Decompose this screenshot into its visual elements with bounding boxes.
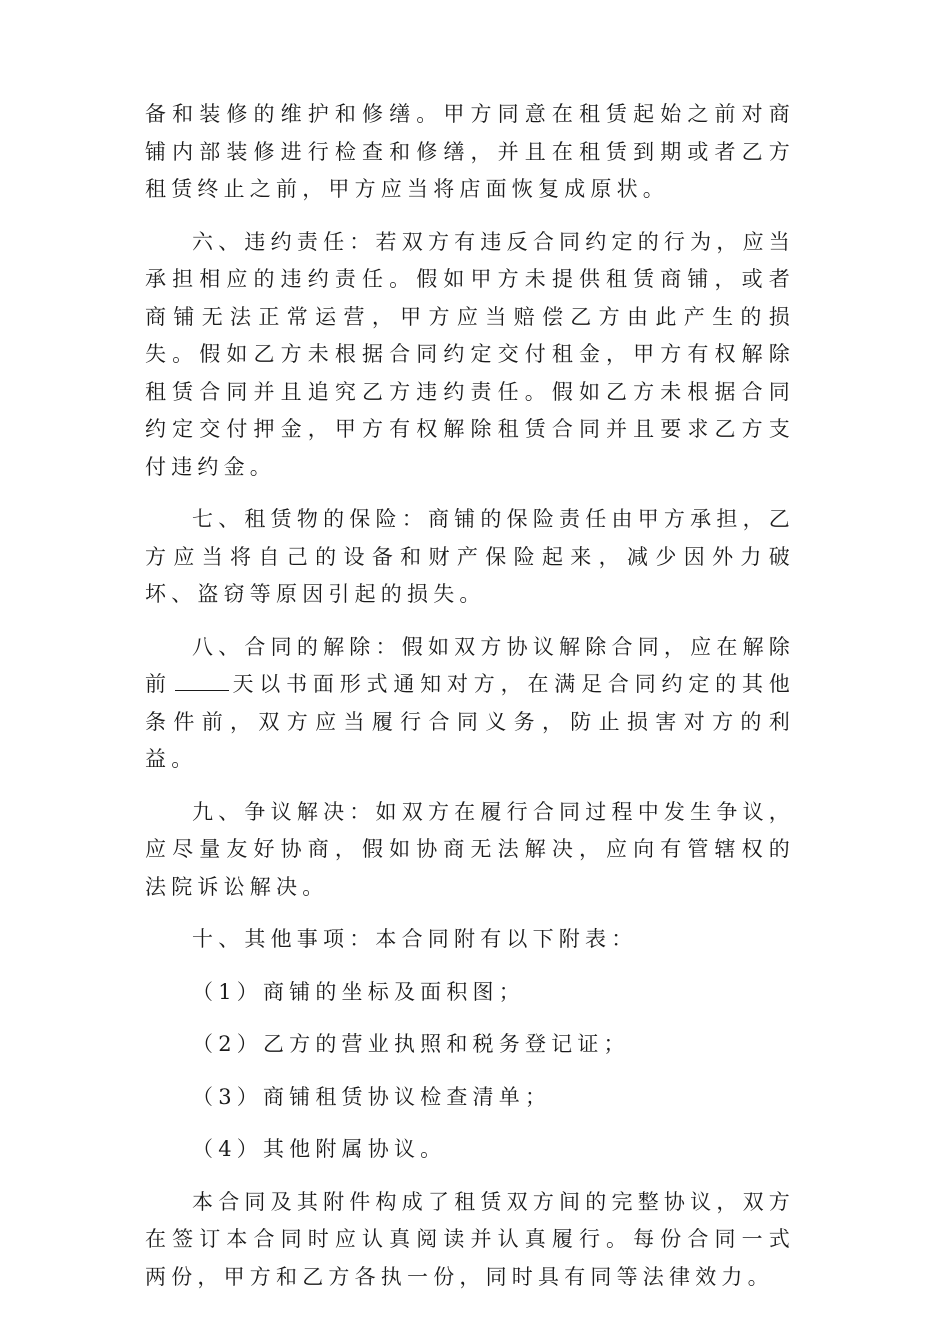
attachment-item-2: （2）乙方的营业执照和税务登记证； [192,1032,630,1056]
document-body [145,96,795,1311]
clause-termination-part2: 天以书面形式通知对方，在满足合同约定的其他条件前，双方应当履行合同义务，防止损害对方的利益。 [145,672,796,771]
closing-paragraph: 本合同及其附件构成了租赁双方间的完整协议，双方在签订本合同时应认真阅读并认真履行。每份合同一式两份，甲方和乙方各执一份，同时具有同等法律效力。 [145,1189,795,1289]
clause-dispute-resolution: 九、争议解决：如双方在履行合同过程中发生争议，应尽量友好协商，假如协商无法解决，应向有管辖权的法院诉讼解决。 [145,799,795,899]
clause-other-matters: 十、其他事项：本合同附有以下附表： [192,927,638,951]
clause-termination [145,629,795,779]
paragraph-continuation: 备和装修的维护和修缮。甲方同意在租赁起始之前对商铺内部装修进行检查和修缮，并且在租赁到期或者乙方租赁终止之前，甲方应当将店面恢复成原状。 [145,102,795,201]
clause-insurance: 七、租赁物的保险：商铺的保险责任由甲方承担，乙方应当将自己的设备和财产保险起来，减少因外力破坏、盗窃等原因引起的损失。 [145,507,795,606]
blank-days-field [175,670,229,691]
clause-breach-liability: 六、违约责任：若双方有违反合同约定的行为，应当承担相应的违约责任。假如甲方未提供租赁商铺，或者商铺无法正常运营，甲方应当赔偿乙方由此产生的损失。假如乙方未根据合同约定交付租金，甲方有权解除租赁合同并且追究乙方违约责任。假如乙方未根据合同约定交付押金，甲方有权解除租赁合同并且要求乙方支付违约金。 [145,229,795,479]
attachment-item-4: （4）其他附属协议。 [192,1137,447,1161]
attachment-item-3: （3）商铺租赁协议检查清单； [192,1084,552,1109]
attachment-item-1: （1）商铺的坐标及面积图； [192,979,525,1004]
clause-termination-part1: 八、合同的解除：假如双方协议解除合同，应在解除前 [145,634,795,696]
